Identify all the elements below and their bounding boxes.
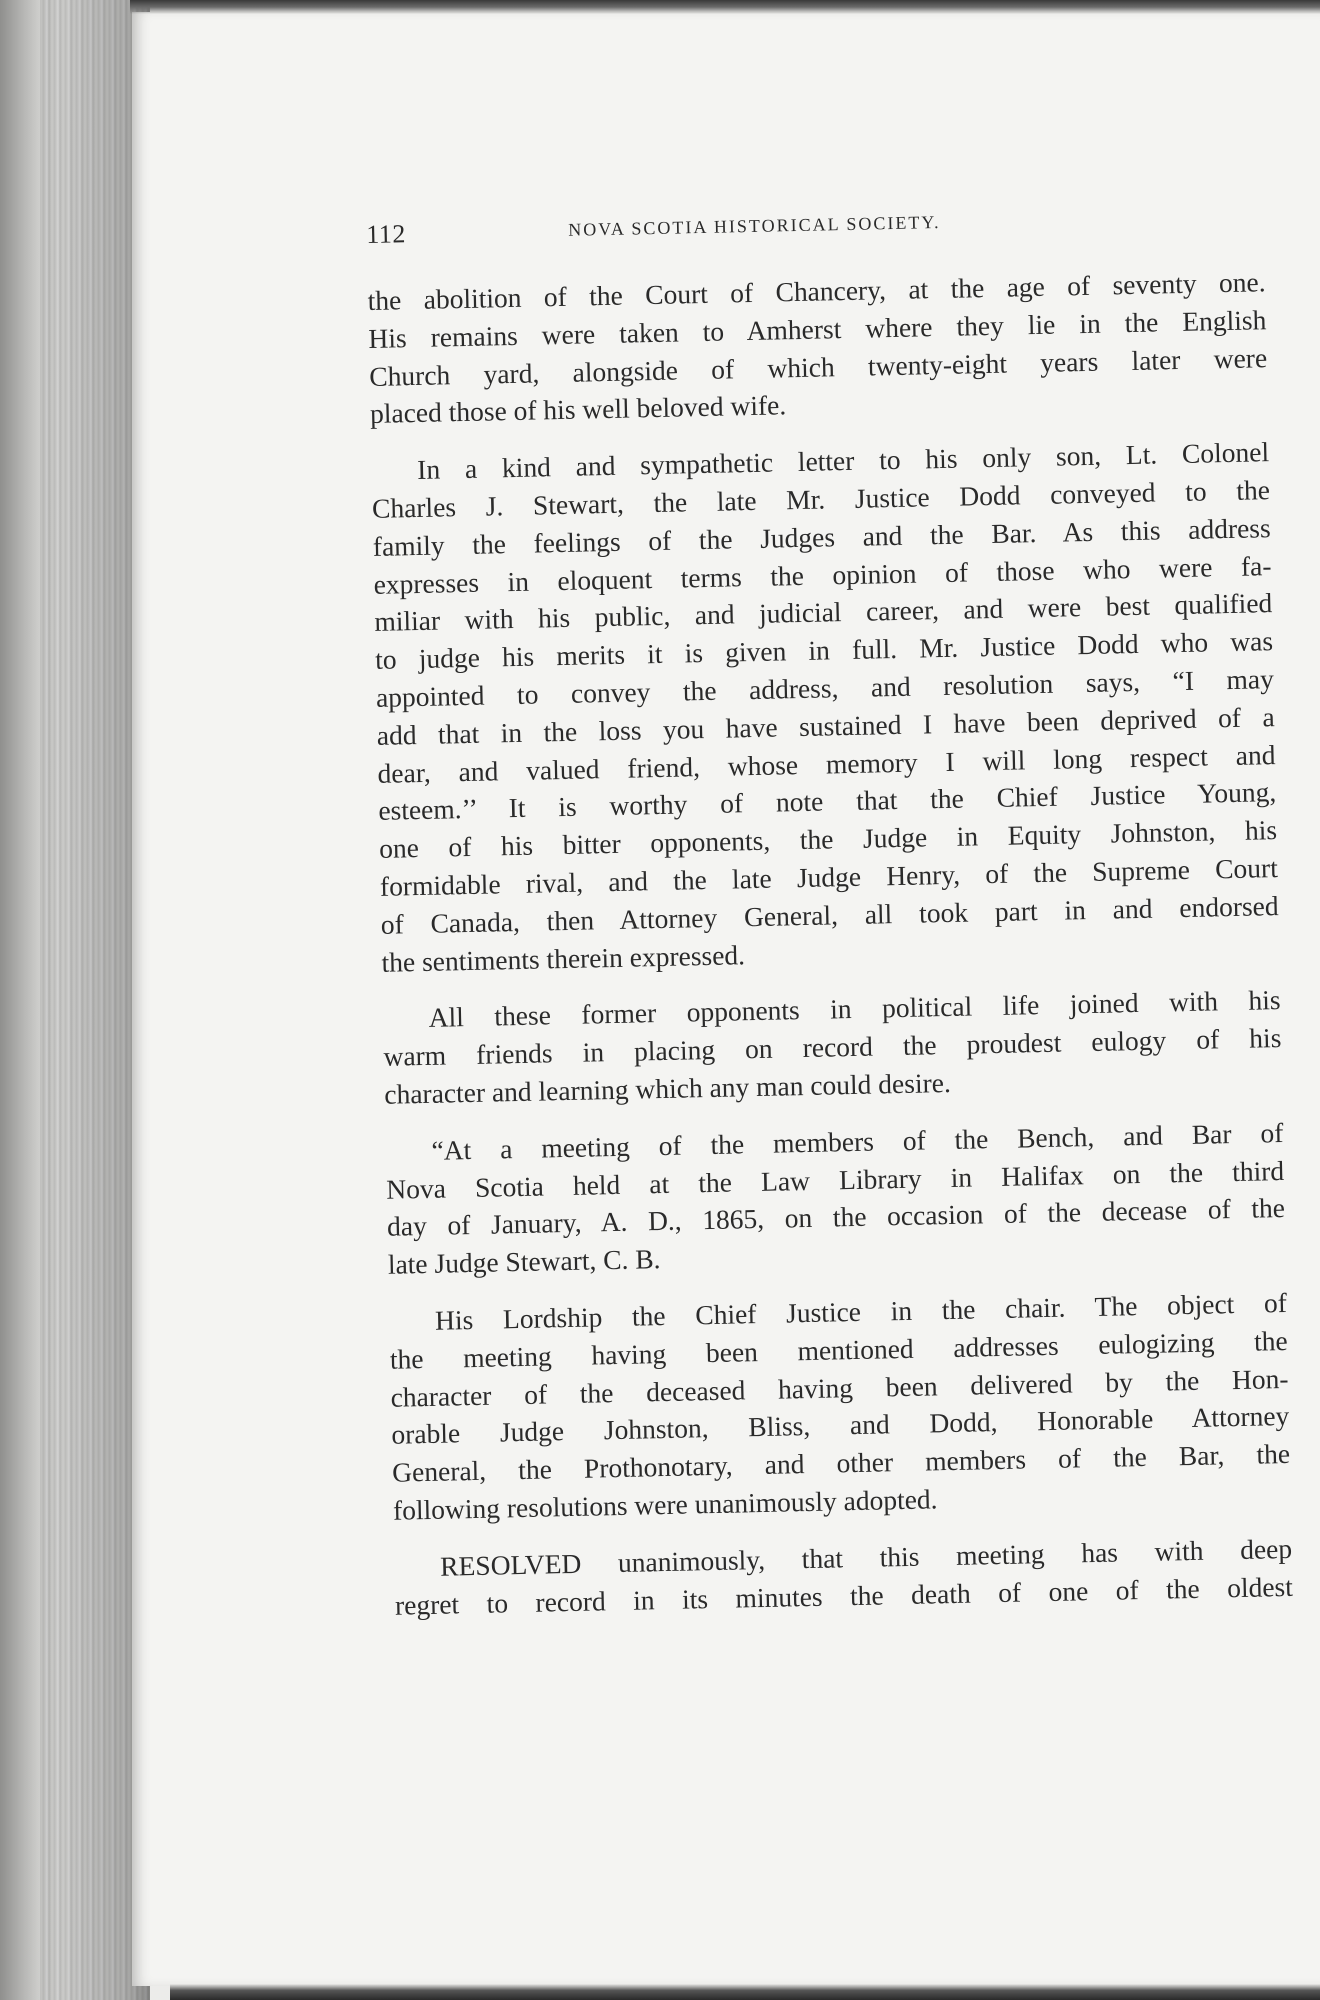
text-line: character of the deceased having been delivered by the Hon- bbox=[390, 1362, 1289, 1413]
page-number: 112 bbox=[366, 219, 407, 249]
book-binding bbox=[0, 0, 40, 2000]
text-line: formidable rival, and the late Judge Henry, of the Supreme Court bbox=[379, 852, 1279, 902]
text-line: All these former opponents in political life joined with his bbox=[428, 984, 1281, 1034]
text-line: Church yard, alongside of which twenty-eight years later were bbox=[368, 341, 1268, 392]
text-line: General, the Prothonotary, and other members of the Bar, the bbox=[391, 1438, 1291, 1488]
page-content bbox=[366, 201, 1294, 1643]
text-line: late Judge Stewart, C. B. bbox=[387, 1243, 661, 1280]
text-line: “At a meeting of the members of the Bench, and Bar of bbox=[431, 1116, 1284, 1166]
bottom-edge-shadow bbox=[170, 1984, 1320, 2000]
text-line: RESOLVED unanimously, that this meeting has with deep bbox=[439, 1532, 1293, 1582]
top-edge-shadow bbox=[130, 0, 1320, 14]
paragraph bbox=[389, 1284, 1292, 1530]
text-line: one of his bitter opponents, the Judge in Equity Johnston, his bbox=[378, 814, 1278, 865]
paragraph bbox=[385, 1114, 1286, 1284]
text-line: the sentiments therein expressed. bbox=[381, 938, 746, 978]
text-line: character and learning which any man could desire. bbox=[383, 1066, 952, 1110]
text-line: regret to record in its minutes the death of one of the oldest bbox=[394, 1570, 1294, 1621]
text-line: In a kind and sympathetic letter to his only son, Lt. Colonel bbox=[416, 436, 1270, 486]
text-line: the meeting having been mentioned addresses eulogizing the bbox=[389, 1324, 1288, 1375]
text-line: dear, and valued friend, whose memory I will long respect and bbox=[377, 738, 1276, 789]
text-line: warm friends in placing on record the proudest eulogy of his bbox=[383, 1022, 1282, 1072]
text-line: day of January, A. D., 1865, on the occasion of the decease of the bbox=[386, 1192, 1286, 1243]
text-line: miliar with his public, and judicial career, and were best qualified bbox=[374, 587, 1273, 638]
paragraph bbox=[394, 1530, 1293, 1624]
text-line: to judge his merits it is given in full. Mr. Justice Dodd who was bbox=[374, 625, 1274, 676]
text-line: orable Judge Johnston, Bliss, and Dodd, Honorable Attorney bbox=[391, 1400, 1290, 1451]
text-line: the abolition of the Court of Chancery, at the age of seventy one. bbox=[367, 266, 1266, 316]
running-head-title: NOVA SCOTIA HISTORICAL SOCIETY. bbox=[568, 211, 941, 240]
text-line: family the feelings of the Judges and the Bar. As this address bbox=[372, 511, 1271, 562]
paragraph bbox=[382, 981, 1282, 1113]
text-line: appointed to convey the address, and resolution says, “I may bbox=[375, 663, 1275, 713]
text-line: following resolutions were unanimously adopted. bbox=[392, 1483, 938, 1526]
text-line: Nova Scotia held at the Law Library in Halifax on the third bbox=[385, 1154, 1285, 1205]
body-text bbox=[367, 263, 1293, 1624]
text-line: of Canada, then Attorney General, all took part in and endorsed bbox=[380, 889, 1279, 940]
paragraph bbox=[371, 433, 1280, 981]
text-line: Charles J. Stewart, the late Mr. Justice Dodd conveyed to the bbox=[371, 474, 1271, 524]
paragraph bbox=[367, 263, 1268, 433]
text-line: His remains were taken to Amherst where they lie in the English bbox=[368, 303, 1267, 354]
text-line: His Lordship the Chief Justice in the chair. The object of bbox=[434, 1286, 1288, 1336]
text-line: placed those of his well beloved wife. bbox=[369, 389, 787, 430]
text-line: expresses in eloquent terms the opinion of those who were fa- bbox=[373, 549, 1272, 600]
text-line: esteem.’’ It is worthy of note that the Chief Justice Young, bbox=[378, 776, 1277, 827]
text-line: add that in the loss you have sustained I have been deprived of a bbox=[376, 700, 1275, 751]
